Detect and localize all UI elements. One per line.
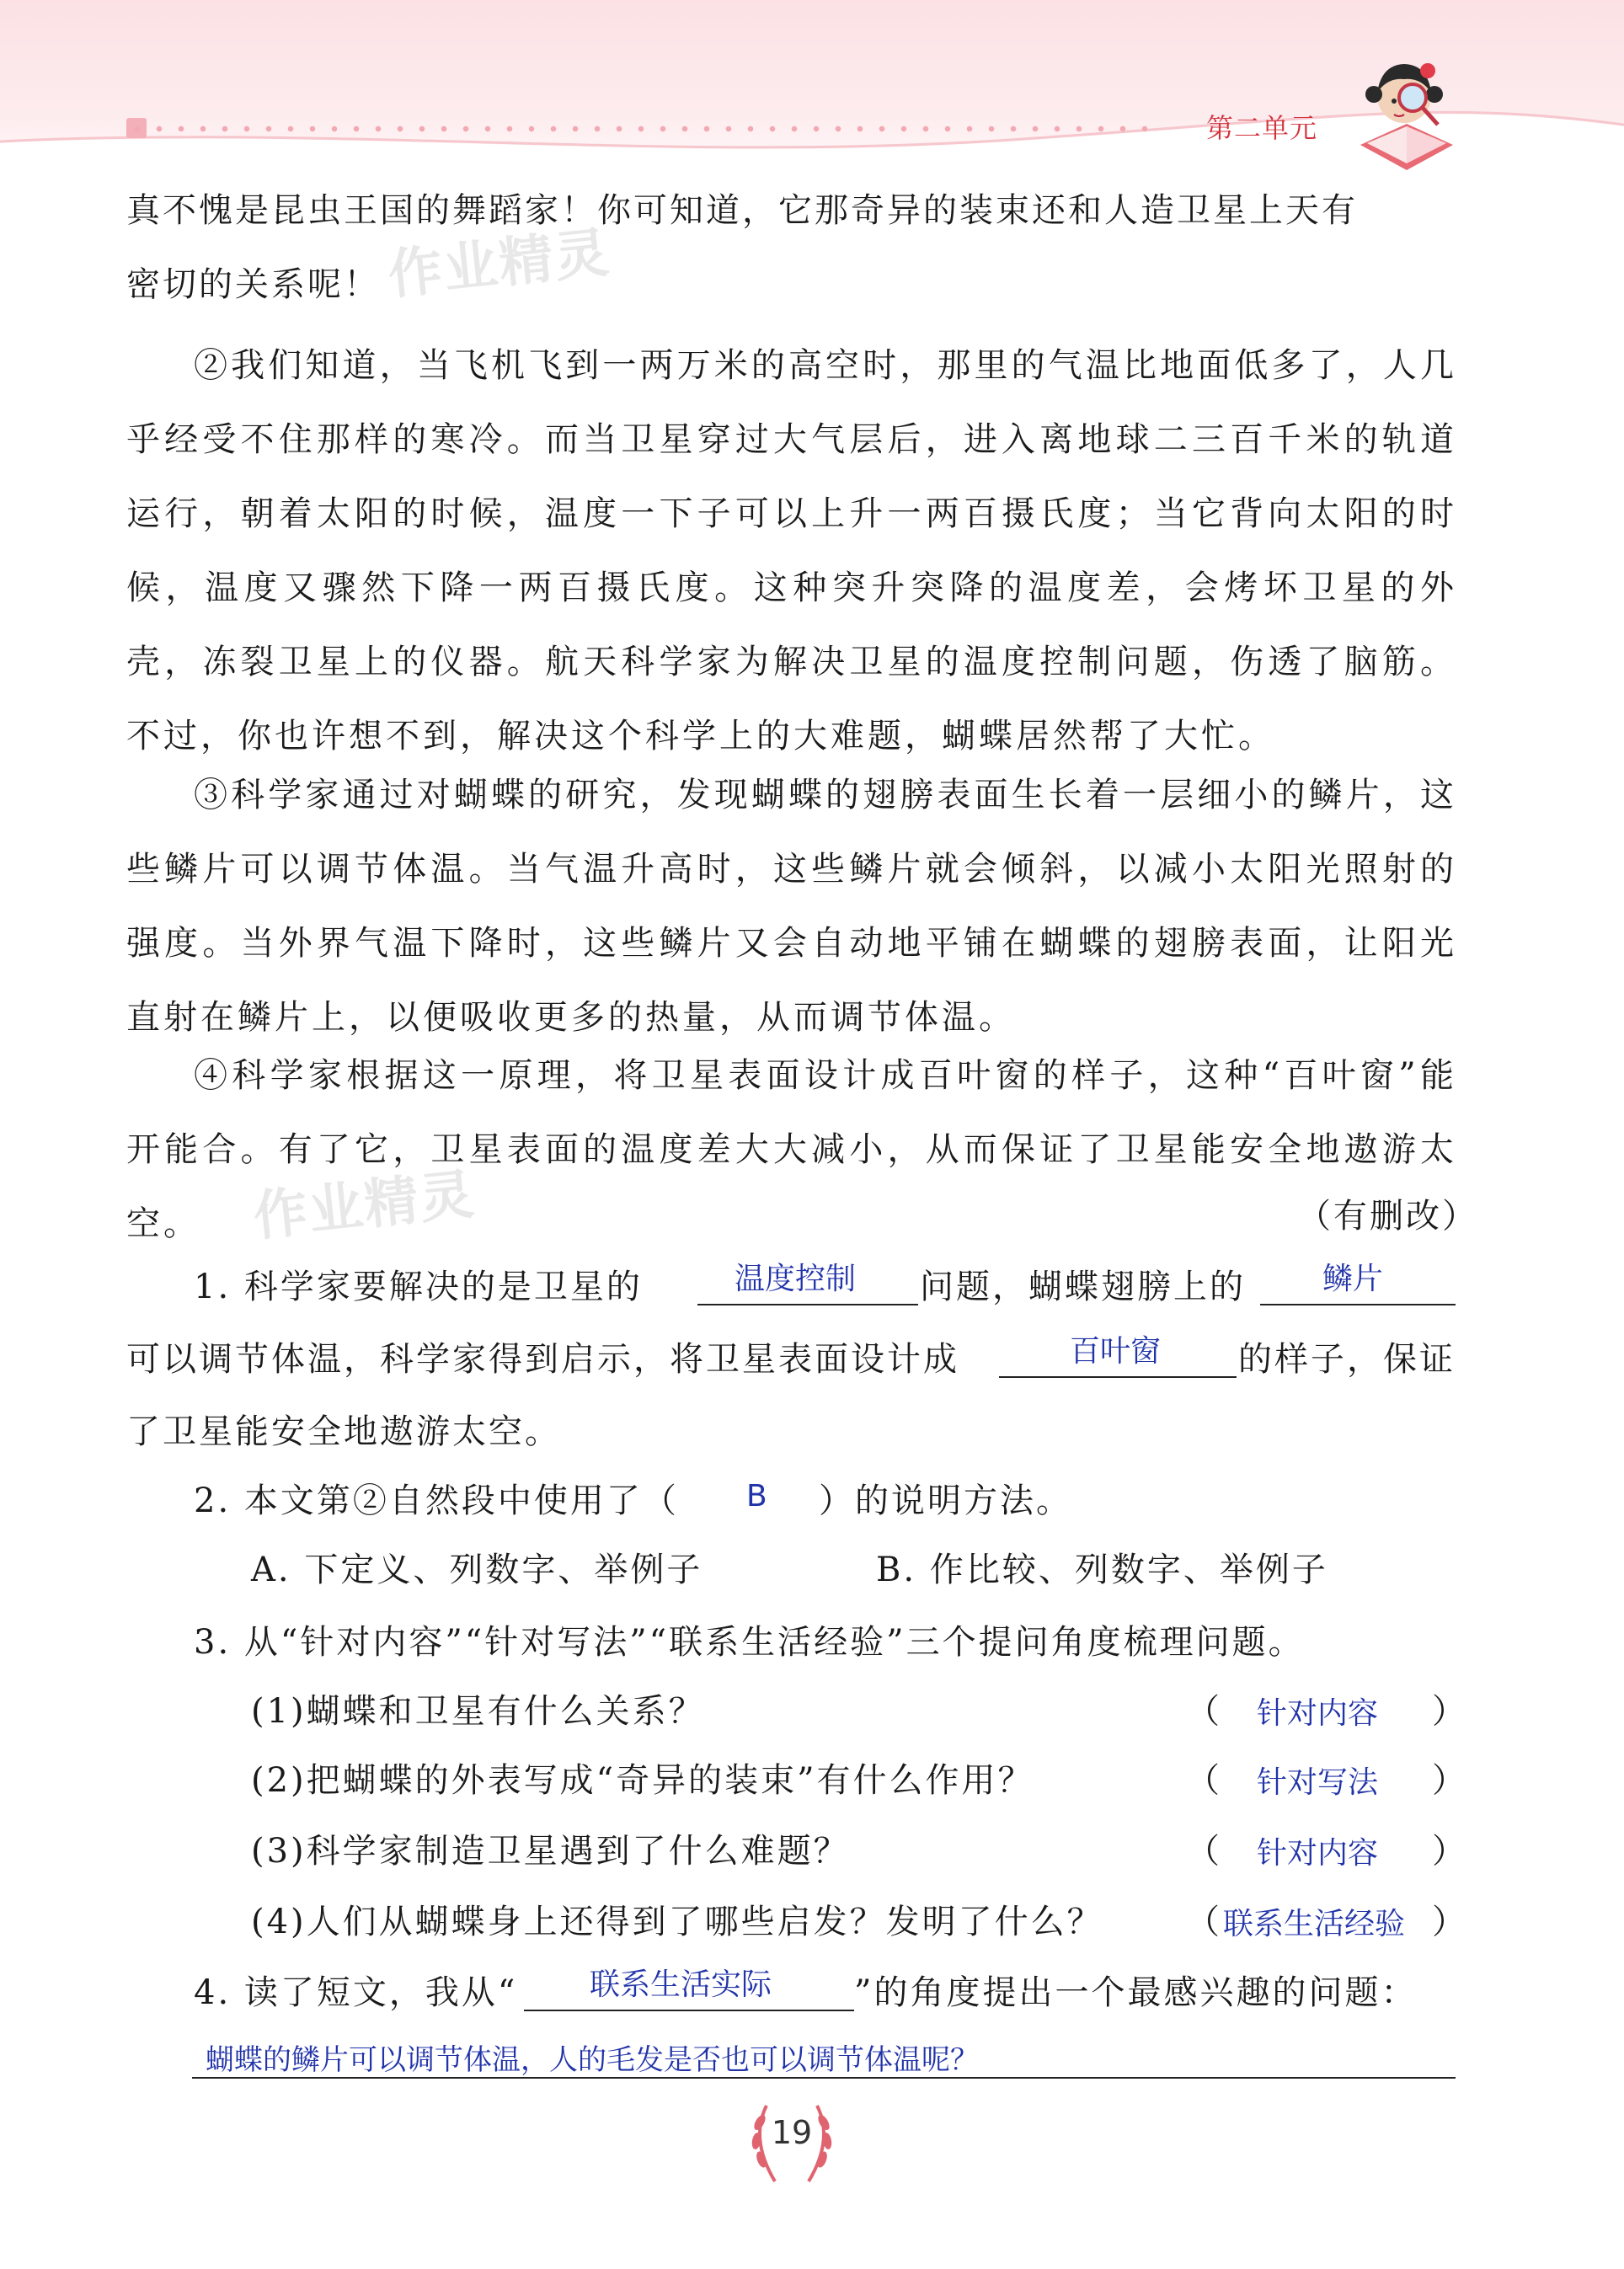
q3-answer-1: 针对内容	[1257, 1696, 1379, 1731]
q1-part2: 问题，蝴蝶翅膀上的	[920, 1268, 1246, 1306]
q1-part4: 的样子，保证	[1238, 1340, 1456, 1379]
q4-stem: 4. 读了短文，我从“	[194, 1973, 518, 2012]
q3-paren-open: （	[1186, 1832, 1222, 1871]
q2-option-b: B. 作比较、列数字、举例子	[876, 1551, 1328, 1589]
passage-line-2: 密切的关系呢！	[126, 265, 380, 304]
q3-answer-4: 联系生活经验	[1223, 1907, 1406, 1941]
q4-answer-line: 蝴蝶的鳞片可以调节体温，人的毛发是否也可以调节体温呢？	[206, 2043, 979, 2077]
q1-blank-1	[697, 1304, 918, 1305]
q4-answer-underline	[192, 2077, 1456, 2079]
q3-item-1: (1)蝴蝶和卫星有什么关系？	[251, 1692, 705, 1731]
q2-stem-end: ）的说明方法。	[819, 1482, 1072, 1520]
q3-paren-open: （	[1186, 1761, 1222, 1800]
q2-answer: B	[746, 1479, 767, 1514]
q3-answer-2: 针对写法	[1257, 1765, 1379, 1800]
q4-stem-end: ”的角度提出一个最感兴趣的问题：	[854, 1973, 1418, 2012]
source-note: （有删改）	[1297, 1197, 1478, 1236]
q1-part5: 了卫星能安全地遨游太空。	[126, 1412, 561, 1451]
q1-part3: 可以调节体温，科学家得到启示，将卫星表面设计成	[126, 1340, 959, 1379]
q3-item-3: (3)科学家制造卫星遇到了什么难题？	[251, 1832, 850, 1871]
q3-paren-close: ）	[1432, 1692, 1468, 1731]
header-dotted-line	[126, 125, 1162, 133]
q4-answer-1: 联系生活实际	[590, 1967, 772, 2002]
paragraph-3: ③科学家通过对蝴蝶的研究，发现蝴蝶的翅膀表面生长着一层细小的鳞片，这些鳞片可以调节体温。当气温升高时，这些鳞片就会倾斜，以减小太阳光照射的强度。当外界气温下降时，这些鳞片又会自动地平铺在蝴蝶的翅膀表面，让阳光直射在鳞片上，以便吸收更多的热量，从而调节体温。	[126, 776, 1457, 1037]
q3-paren-close: ）	[1432, 1832, 1468, 1871]
q3-paren-close: ）	[1432, 1903, 1468, 1941]
q4-blank-1	[524, 2010, 854, 2011]
q1-answer-3: 百叶窗	[1070, 1334, 1162, 1369]
q1-answer-2: 鳞片	[1322, 1262, 1384, 1296]
paragraph-2: ②我们知道，当飞机飞到一两万米的高空时，那里的气温比地面低多了，人几乎经受不住那样的寒冷。而当卫星穿过大气层后，进入离地球二三百千米的轨道运行，朝着太阳的时候，温度一下子可以上升一两百摄氏度；当它背向太阳的时候，温度又骤然下降一两百摄氏度。这种突升突降的温度差，会烤坏卫星的外壳，冻裂卫星上的仪器。航天科学家为解决卫星的温度控制问题，伤透了脑筋。不过，你也许想不到，解决这个科学上的大难题，蝴蝶居然帮了大忙。	[126, 346, 1457, 755]
unit-label: 第二单元	[1206, 112, 1318, 144]
q1-part1: 1. 科学家要解决的是卫星的	[194, 1268, 643, 1306]
page-number: 19	[771, 2114, 813, 2151]
q3-item-2: (2)把蝴蝶的外表写成“奇异的装束”有什么作用？	[251, 1761, 1034, 1800]
watermark-middle: 作业精灵	[250, 1163, 478, 1249]
q3-item-4: (4)人们从蝴蝶身上还得到了哪些启发？发明了什么？	[251, 1903, 1103, 1941]
q3-stem: 3. 从“针对内容”“针对写法”“联系生活经验”三个提问角度梳理问题。	[194, 1623, 1305, 1662]
q3-answer-3: 针对内容	[1257, 1836, 1379, 1871]
paragraph-4: ④科学家根据这一原理，将卫星表面设计成百叶窗的样子，这种“百叶窗”能开能合。有了它，卫星表面的温度差大大减小，从而保证了卫星能安全地遨游太空。	[126, 1056, 1457, 1243]
watermark-top: 作业精灵	[385, 222, 613, 307]
q3-paren-close: ）	[1432, 1761, 1468, 1800]
q2-option-a: A. 下定义、列数字、举例子	[251, 1551, 703, 1589]
q1-answer-1: 温度控制	[735, 1262, 857, 1296]
passage-line-1: 真不愧是昆虫王国的舞蹈家！你可知道，它那奇异的装束还和人造卫星上天有	[126, 191, 1358, 230]
q3-paren-open: （	[1186, 1692, 1222, 1731]
q1-blank-3	[999, 1376, 1237, 1378]
q2-stem: 2. 本文第②自然段中使用了（	[194, 1482, 679, 1520]
q3-paren-open: （	[1186, 1903, 1222, 1941]
girl-reading-mascot-icon	[1344, 44, 1470, 187]
q1-blank-2	[1260, 1304, 1456, 1305]
